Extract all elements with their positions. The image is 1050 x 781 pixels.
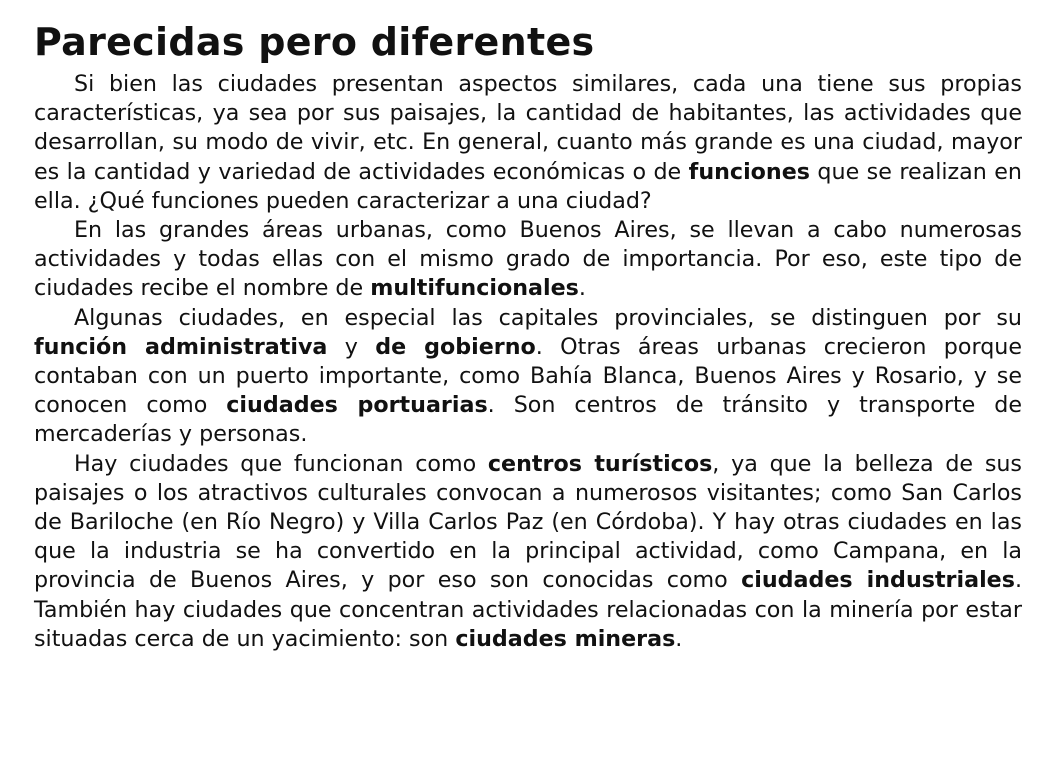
bold-term: multifuncionales <box>370 275 579 302</box>
paragraph-3 <box>34 304 1022 450</box>
paragraph-4 <box>34 450 1022 654</box>
paragraph-2 <box>34 216 1022 304</box>
text-run: Hay ciudades que funcionan como <box>74 450 488 477</box>
bold-term: ciudades industriales <box>741 567 1015 594</box>
page-title: Parecidas pero diferentes <box>34 20 595 64</box>
text-run: y <box>327 333 376 360</box>
text-run: . <box>675 625 683 652</box>
bold-term: función administrativa <box>34 333 328 360</box>
text-run: que se realizan en ella. ¿Qué funciones pueden caracterizar a una ciudad? <box>34 158 1022 214</box>
text-run: Si bien las ciudades presentan aspectos similares, cada una tiene sus propias características, ya sea por sus paisajes, la cantidad de habitantes, las actividades que desarrollan, su modo de vivir, etc. En general, cuanto más grande es una ciudad, mayor es la cantidad y variedad de actividades económicas o de <box>34 71 1022 185</box>
text-run: , ya que la belleza de sus paisajes o los atractivos culturales convocan a numerosos visitantes; como San Carlos de Bariloche (en Río Negro) y Villa Carlos Paz (en Córdoba). Y hay otras ciudades en las que la industria se ha convertido en la principal actividad, como Campana, en la provincia de Buenos Aires, y por eso son conocidas como <box>34 450 1022 594</box>
bold-term: ciudades mineras <box>455 625 676 652</box>
body-text <box>34 70 1022 654</box>
paragraph-1 <box>34 70 1022 216</box>
text-run: . También hay ciudades que concentran actividades relacionadas con la minería por estar situadas cerca de un yacimiento: son <box>34 567 1022 652</box>
text-run: . <box>578 275 586 302</box>
text-run: En las grandes áreas urbanas, como Buenos Aires, se llevan a cabo numerosas actividades y todas ellas con el mismo grado de importancia. Por eso, este tipo de ciudades recibe el nombre de <box>34 217 1022 302</box>
text-run: Algunas ciudades, en especial las capitales provinciales, se distinguen por su <box>74 304 1022 331</box>
text-run: . Otras áreas urbanas crecieron porque contaban con un puerto importante, como Bahía Blanca, Buenos Aires y Rosario, y se conocen como <box>34 333 1022 419</box>
text-run: . Son centros de tránsito y transporte de mercaderías y personas. <box>34 392 1023 448</box>
bold-term: ciudades portuarias <box>226 392 488 419</box>
bold-term: de gobierno <box>375 333 536 360</box>
bold-term: centros turísticos <box>487 450 713 477</box>
bold-term: funciones <box>688 158 810 185</box>
